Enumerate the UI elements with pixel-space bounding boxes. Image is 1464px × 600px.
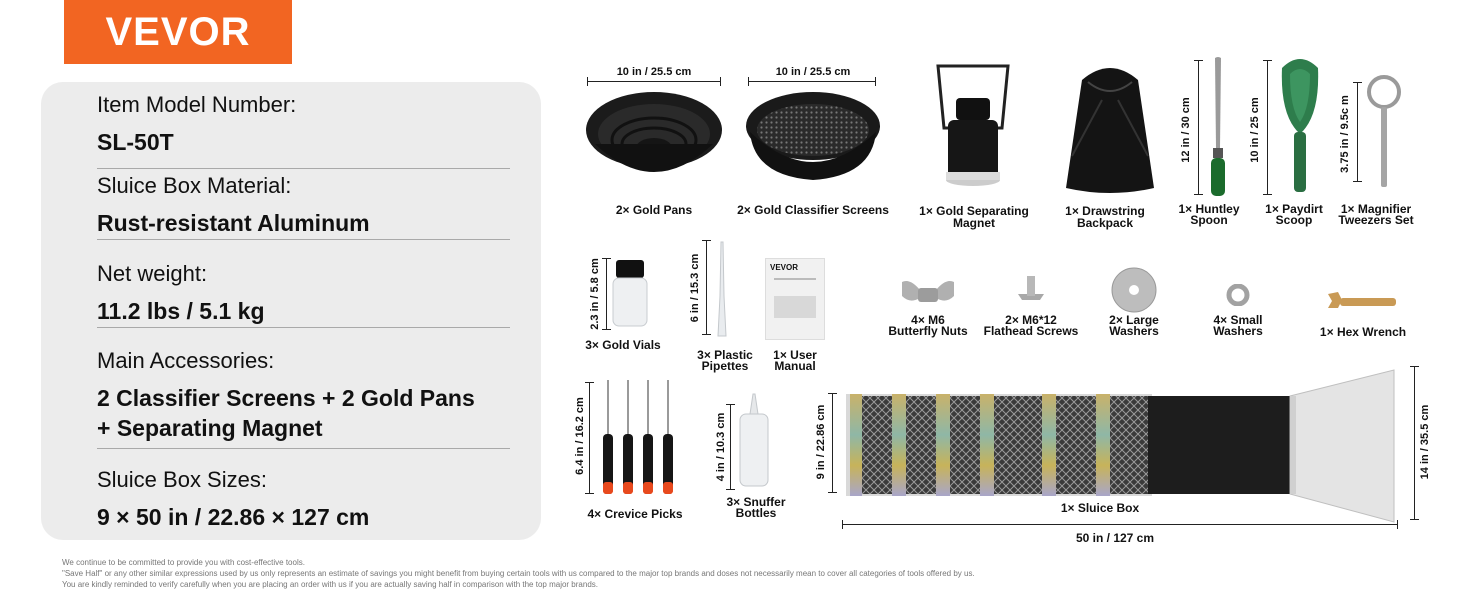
backpack-image — [1062, 60, 1158, 196]
vials-caption: 3× Gold Vials — [585, 338, 661, 352]
paydirt-scoop-image — [1278, 56, 1322, 196]
huntley-dimension: 12 in / 30 cm — [1180, 97, 1192, 163]
spec-divider — [97, 239, 510, 240]
vials-dim-line — [606, 258, 607, 330]
large-washer-image — [1110, 266, 1158, 314]
large-washers-caption-line2: Washers — [1109, 324, 1159, 338]
sluice-flare-dim-line — [1414, 366, 1415, 520]
scoop-dim-line — [1267, 60, 1268, 195]
spec-sizes — [97, 467, 510, 532]
bottles-caption-line2: Bottles — [735, 506, 777, 520]
spec-divider — [97, 327, 510, 328]
small-washer-image — [1226, 284, 1250, 306]
spec-value: 9 × 50 in / 22.86 × 127 cm — [97, 504, 370, 530]
huntley-caption-line1: 1× Huntley — [1178, 202, 1240, 216]
manual-brand: VEVOR — [770, 263, 799, 272]
scoop-caption-line2: Scoop — [1275, 213, 1313, 227]
pipettes-caption-line1: 3× Plastic — [697, 348, 753, 362]
screws-caption-line1: 2× M6*12 — [1005, 313, 1057, 327]
footnote-line-3: You are kindly reminded to verify carefully when you are placing an order with us if you are actually saving half in comparison with the top major brands. — [62, 580, 598, 589]
bottles-caption-line1: 3× Snuffer — [726, 495, 786, 509]
spec-divider — [97, 448, 510, 449]
hex-wrench-image — [1324, 290, 1400, 316]
sluice-width-dimension: 9 in / 22.86 cm — [815, 404, 827, 480]
magnet-caption-line1: 1× Gold Separating — [919, 204, 1029, 218]
sluice-length-dim-line — [842, 524, 1398, 525]
spec-value: 11.2 lbs / 5.1 kg — [97, 298, 265, 324]
picks-dimension: 6.4 in / 16.2 cm — [574, 397, 586, 475]
scoop-caption-line1: 1× Paydirt — [1265, 202, 1323, 216]
spec-label: Item Model Number: — [97, 92, 297, 117]
spec-weight — [97, 261, 510, 326]
gold-pans-caption: 2× Gold Pans — [615, 203, 693, 217]
huntley-dim-line — [1198, 60, 1199, 195]
classifier-dimension: 10 in / 25.5 cm — [775, 66, 851, 78]
classifier-dim-line — [748, 81, 876, 82]
hex-wrench-caption: 1× Hex Wrench — [1319, 325, 1407, 339]
flathead-screw-image — [1016, 274, 1046, 308]
spec-value-continued: + Separating Magnet — [97, 415, 323, 441]
classifier-screen-image — [744, 90, 882, 186]
bottles-dim-line — [730, 404, 731, 490]
footnote-line-2: "Save Half" or any other similar expressions used by us only represents an estimate of savings you might benefit from buying certain tools with us compared to the major top brands and doses not necessarily mean to cover all categories of tools offered by us. — [62, 569, 975, 578]
small-washers-caption-line1: 4× Small — [1213, 313, 1263, 327]
spec-divider — [97, 168, 510, 169]
spec-value: SL-50T — [97, 129, 174, 155]
scoop-dimension: 10 in / 25 cm — [1249, 97, 1261, 163]
bottles-dimension: 4 in / 10.3 cm — [715, 412, 727, 482]
manual-caption-line1: 1× User — [773, 348, 817, 362]
spec-label: Sluice Box Sizes: — [97, 467, 267, 492]
picks-dim-line — [589, 382, 590, 494]
huntley-caption-line2: Spoon — [1190, 213, 1228, 227]
huntley-spoon-image — [1206, 56, 1230, 198]
footnote-line-1: We continue to be committed to provide you with cost-effective tools. — [62, 558, 305, 567]
snuffer-bottle-image — [736, 392, 772, 488]
spec-value: 2 Classifier Screens + 2 Gold Pans — [97, 385, 475, 411]
crevice-picks-image — [598, 378, 678, 498]
manual-caption-line2: Manual — [774, 359, 816, 373]
gold-vial-image — [610, 258, 650, 330]
tweezers-dim-line — [1357, 82, 1358, 182]
tweezers-dimension: 3.75 in / 9.5c m — [1339, 95, 1351, 173]
spec-material — [97, 173, 510, 238]
pipettes-caption-line2: Pipettes — [701, 359, 749, 373]
butterfly-nut-image — [900, 276, 956, 306]
pipette-image — [712, 240, 732, 340]
sluice-width-dim-line — [832, 393, 833, 493]
classifier-caption: 2× Gold Classifier Screens — [737, 203, 889, 217]
spec-value: Rust-resistant Aluminum — [97, 210, 370, 236]
tweezers-caption-line1: 1× Magnifier — [1340, 202, 1412, 216]
logo-text: VEVOR — [105, 9, 251, 54]
screws-caption-line2: Flathead Screws — [983, 324, 1079, 338]
spec-model — [97, 92, 510, 157]
vevor-logo — [64, 0, 292, 64]
magnet-image — [930, 60, 1016, 195]
pipettes-dim-line — [706, 240, 707, 335]
backpack-caption-line1: 1× Drawstring — [1065, 204, 1145, 218]
tweezers-caption-line2: Tweezers Set — [1338, 213, 1414, 227]
spec-label: Net weight: — [97, 261, 208, 286]
butterfly-caption-line1: 4× M6 — [911, 313, 945, 327]
backpack-caption-line2: Backpack — [1076, 216, 1134, 230]
gold-pan-dimension: 10 in / 25.5 cm — [616, 66, 692, 78]
spec-label: Main Accessories: — [97, 348, 275, 373]
picks-caption: 4× Crevice Picks — [587, 507, 683, 521]
vials-dimension: 2.3 in / 5.8 cm — [589, 258, 601, 330]
magnifier-tweezers-image — [1366, 74, 1402, 190]
gold-pan-dim-line — [587, 81, 721, 82]
sluice-caption: 1× Sluice Box — [1060, 501, 1140, 515]
user-manual-image — [765, 258, 825, 340]
butterfly-caption-line2: Butterfly Nuts — [888, 324, 968, 338]
spec-label: Sluice Box Material: — [97, 173, 292, 198]
sluice-length-dimension: 50 in / 127 cm — [1075, 531, 1155, 545]
pipettes-dimension: 6 in / 15.3 cm — [689, 253, 701, 323]
large-washers-caption-line1: 2× Large — [1109, 313, 1159, 327]
sluice-flare-dimension: 14 in / 35.5 cm — [1419, 404, 1431, 480]
small-washers-caption-line2: Washers — [1213, 324, 1263, 338]
spec-panel — [41, 82, 541, 540]
magnet-caption-line2: Magnet — [953, 216, 995, 230]
spec-accessories — [97, 348, 510, 443]
gold-pan-image — [585, 90, 723, 186]
